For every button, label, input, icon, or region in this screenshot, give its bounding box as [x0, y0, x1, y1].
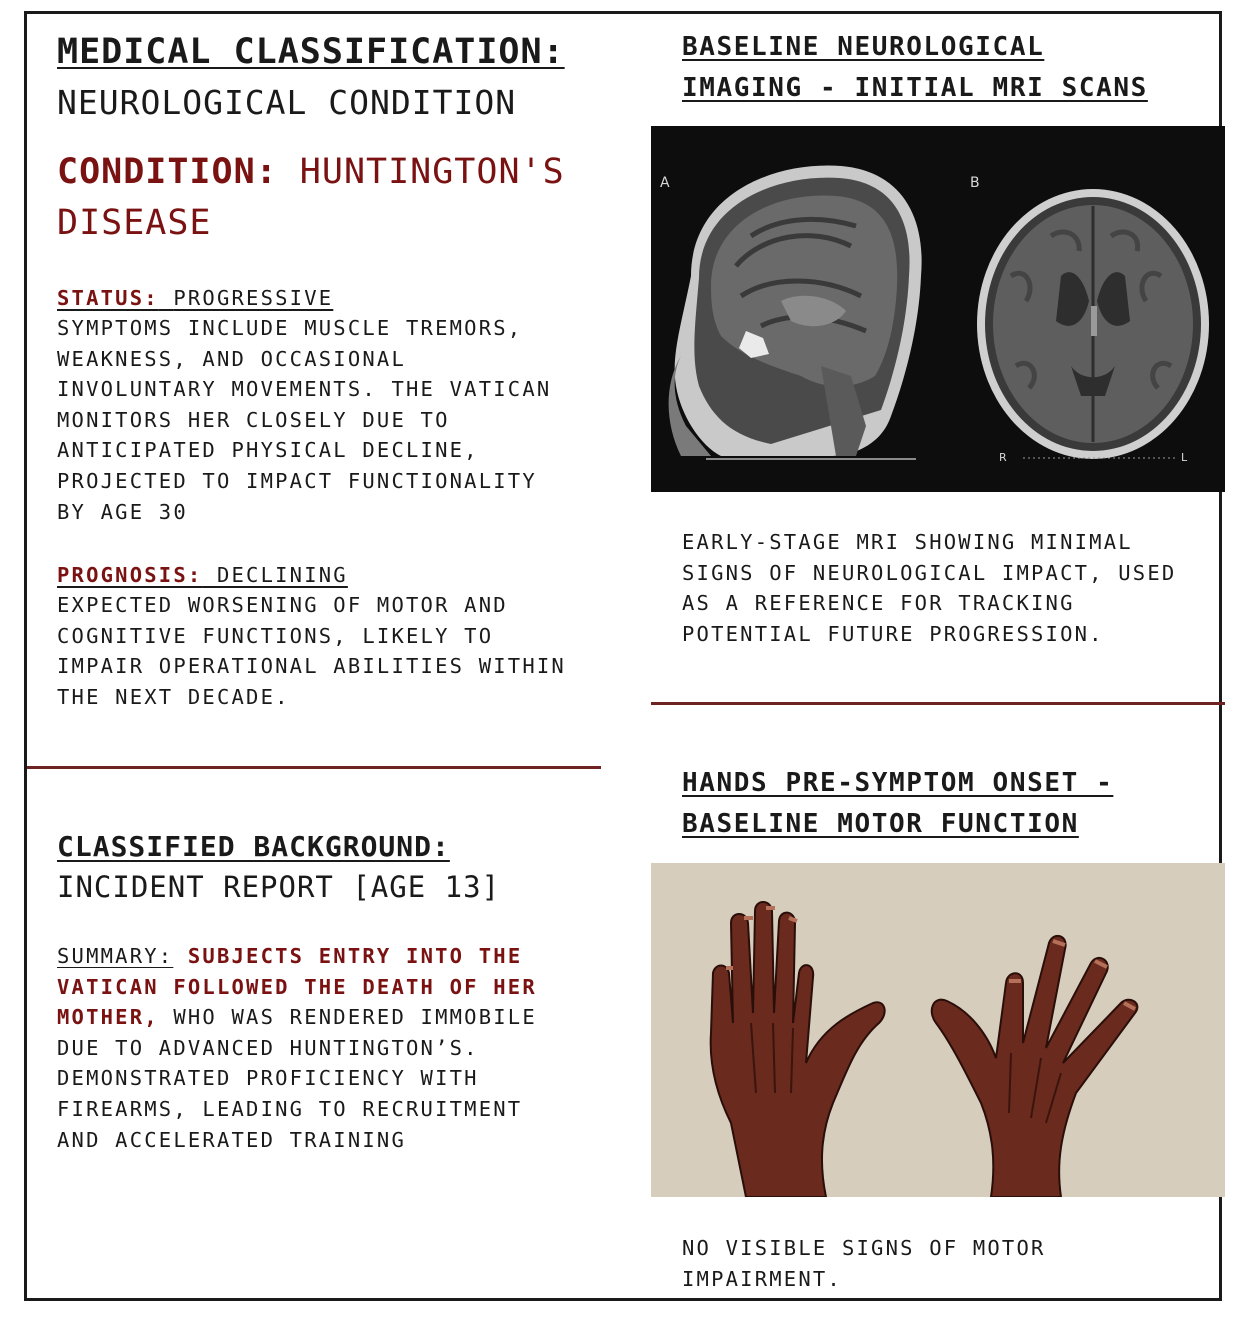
hands-drawing: [651, 863, 1225, 1197]
summary-highlight-1: SUBJECTS ENTRY INTO THE: [187, 944, 523, 968]
classification-subtitle: NEUROLOGICAL CONDITION: [57, 83, 517, 122]
right-divider: [651, 702, 1225, 705]
summary-highlight-2: VATICAN FOLLOWED THE DEATH OF HER: [57, 974, 537, 999]
condition-label: CONDITION:: [57, 152, 278, 192]
mri-panel-a-label: A: [660, 175, 670, 191]
prognosis-label: PROGNOSIS:: [57, 563, 203, 587]
condition-heading: [57, 147, 617, 249]
summary-label: SUMMARY:: [57, 944, 174, 968]
left-divider: [27, 766, 601, 769]
prognosis-line: [57, 560, 348, 591]
status-value: PROGRESSIVE: [173, 286, 334, 310]
summary-block: [57, 941, 617, 1155]
status-line: [57, 283, 333, 314]
mri-caption: EARLY-STAGE MRI SHOWING MINIMAL SIGNS OF NEUROLOGICAL IMPACT, USED AS A REFERENCE FOR TRACKING POTENTIAL FUTURE PROGRESSION.: [682, 530, 1177, 646]
condition-value-line2: DISEASE: [57, 203, 212, 243]
condition-value-line1: HUNTINGTON'S: [299, 152, 565, 192]
summary-text: DUE TO ADVANCED HUNTINGTON’S. DEMONSTRATED PROFICIENCY WITH FIREARMS, LEADING TO RECRUITMENT AND ACCELERATED TRAINING: [57, 1035, 523, 1152]
left-hand: [711, 902, 885, 1197]
mri-scan-image: [651, 126, 1225, 492]
mri-title-line2: IMAGING - INITIAL MRI SCANS: [682, 73, 1148, 103]
hands-title-line2: BASELINE MOTOR FUNCTION: [682, 809, 1079, 839]
background-title: CLASSIFIED BACKGROUND:: [57, 830, 450, 863]
prognosis-value: DECLINING: [216, 563, 348, 587]
right-hand: [932, 936, 1138, 1197]
mri-title-line1: BASELINE NEUROLOGICAL: [682, 32, 1045, 62]
status-text: SYMPTOMS INCLUDE MUSCLE TREMORS, WEAKNESS, AND OCCASIONAL INVOLUNTARY MOVEMENTS. THE VATICAN MONITORS HER CLOSELY DUE TO ANTICIPATED PHYSICAL DECLINE, PROJECTED TO IMPACT FUNCTIONALITY BY AGE 30: [57, 316, 552, 524]
hands-illustration: [651, 863, 1225, 1197]
mri-scale-l: L: [1181, 451, 1188, 464]
mri-panel-b-label: B: [970, 175, 980, 191]
hands-title-line1: HANDS PRE-SYMPTOM ONSET -: [682, 768, 1114, 798]
axial-scan: [970, 175, 1209, 464]
prognosis-text: EXPECTED WORSENING OF MOTOR AND COGNITIVE FUNCTIONS, LIKELY TO IMPAIR OPERATIONAL ABILITIES WITHIN THE NEXT DECADE.: [57, 593, 566, 709]
status-label: STATUS:: [57, 286, 159, 310]
background-subtitle: INCIDENT REPORT [AGE 13]: [57, 870, 501, 904]
summary-highlight-3: MOTHER,: [57, 1005, 159, 1030]
mri-scale-r: R: [999, 451, 1007, 464]
sagittal-scan: [660, 166, 922, 460]
mri-scan-drawing: [651, 126, 1225, 492]
hands-caption: NO VISIBLE SIGNS OF MOTOR IMPAIRMENT.: [682, 1236, 1046, 1291]
classification-title: MEDICAL CLASSIFICATION:: [57, 32, 565, 72]
summary-rest-3: WHO WAS RENDERED IMMOBILE: [158, 1005, 537, 1030]
